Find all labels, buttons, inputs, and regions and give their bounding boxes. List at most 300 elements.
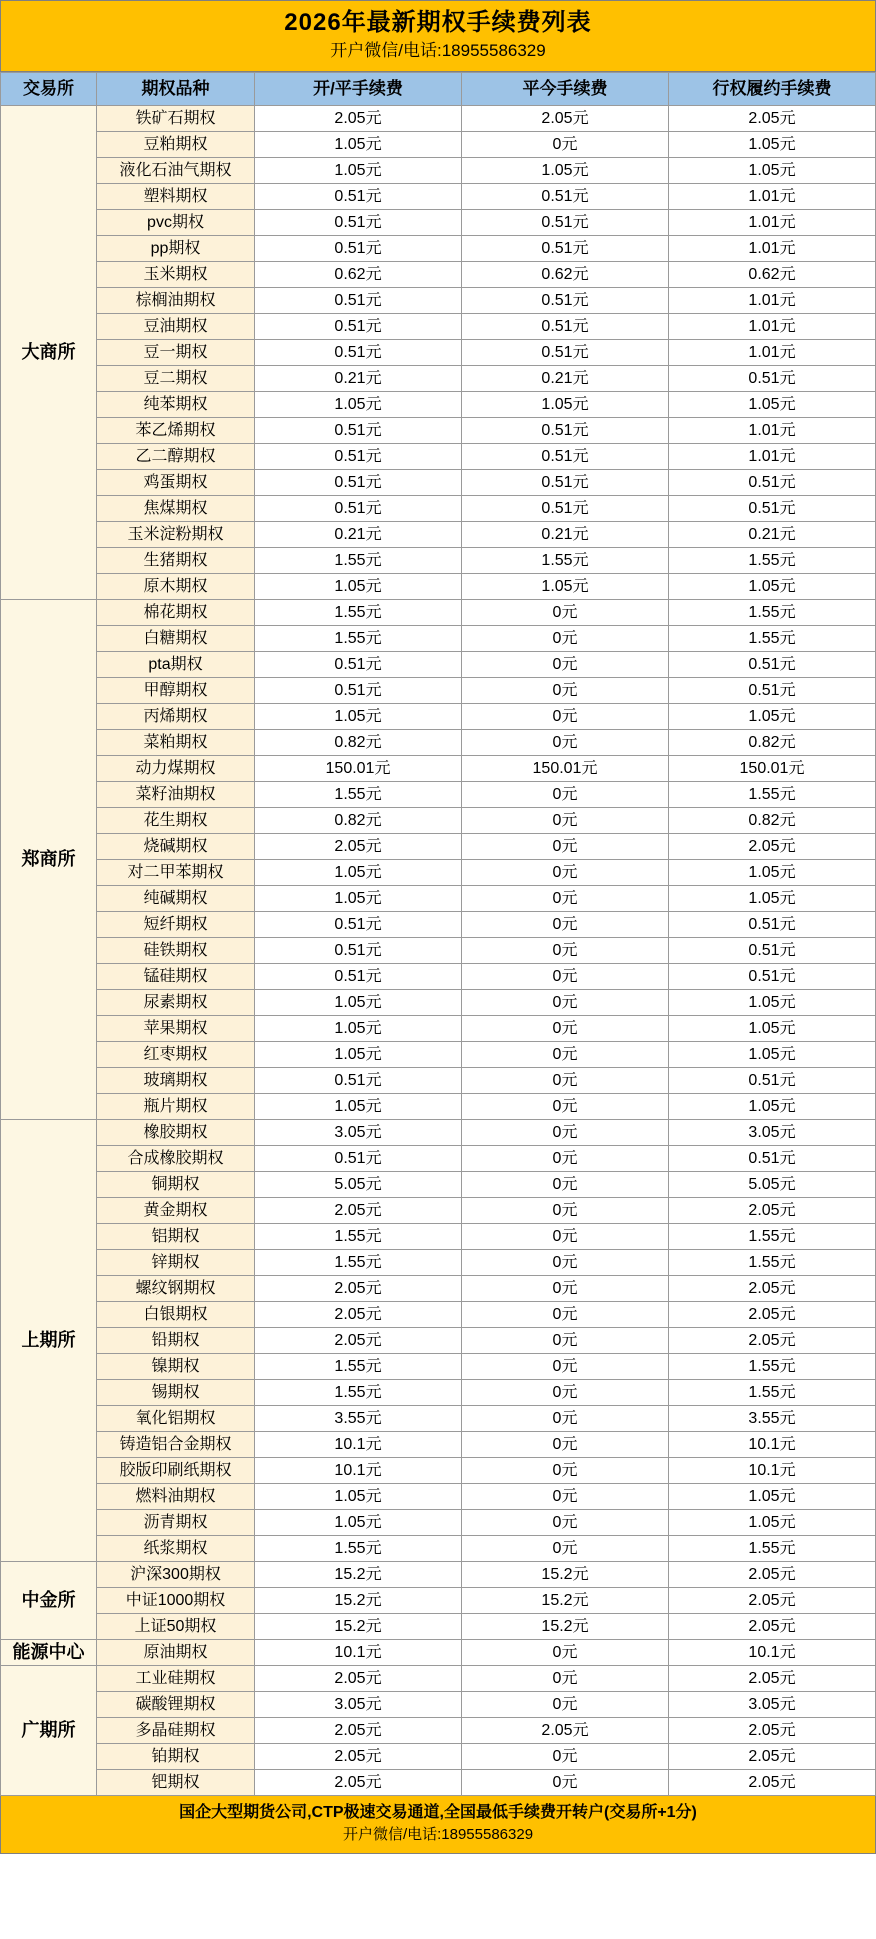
- exchange-cell: 大商所: [1, 106, 97, 600]
- product-cell: 短纤期权: [97, 912, 255, 938]
- table-row: [1, 522, 876, 548]
- product-cell: 锡期权: [97, 1380, 255, 1406]
- close-today-fee-cell: 15.2元: [462, 1562, 669, 1588]
- exercise-fee-cell: 1.01元: [669, 418, 876, 444]
- exercise-fee-cell: 0.62元: [669, 262, 876, 288]
- exercise-fee-cell: 2.05元: [669, 1718, 876, 1744]
- exercise-fee-cell: 3.55元: [669, 1406, 876, 1432]
- close-today-fee-cell: 0元: [462, 1120, 669, 1146]
- table-row: [1, 1666, 876, 1692]
- product-cell: 焦煤期权: [97, 496, 255, 522]
- product-cell: 镍期权: [97, 1354, 255, 1380]
- product-cell: 燃料油期权: [97, 1484, 255, 1510]
- product-cell: 白糖期权: [97, 626, 255, 652]
- close-today-fee-cell: 0.21元: [462, 366, 669, 392]
- open-close-fee-cell: 1.05元: [255, 574, 462, 600]
- open-close-fee-cell: 1.55元: [255, 600, 462, 626]
- close-today-fee-cell: 0.51元: [462, 288, 669, 314]
- product-cell: 花生期权: [97, 808, 255, 834]
- product-cell: pvc期权: [97, 210, 255, 236]
- product-cell: 甲醇期权: [97, 678, 255, 704]
- open-close-fee-cell: 1.05元: [255, 886, 462, 912]
- table-row: [1, 1380, 876, 1406]
- product-cell: 胶版印刷纸期权: [97, 1458, 255, 1484]
- table-row: [1, 652, 876, 678]
- column-header-exchange: 交易所: [1, 73, 97, 106]
- close-today-fee-cell: 0元: [462, 132, 669, 158]
- table-row: [1, 626, 876, 652]
- open-close-fee-cell: 2.05元: [255, 1328, 462, 1354]
- page-subtitle: 开户微信/电话:18955586329: [330, 41, 546, 60]
- open-close-fee-cell: 5.05元: [255, 1172, 462, 1198]
- exercise-fee-cell: 1.55元: [669, 782, 876, 808]
- exercise-fee-cell: 1.05元: [669, 1042, 876, 1068]
- exchange-cell: 上期所: [1, 1120, 97, 1562]
- exercise-fee-cell: 1.05元: [669, 1510, 876, 1536]
- close-today-fee-cell: 0元: [462, 1406, 669, 1432]
- table-row: [1, 1510, 876, 1536]
- open-close-fee-cell: 1.55元: [255, 1224, 462, 1250]
- close-today-fee-cell: 0元: [462, 626, 669, 652]
- table-row: [1, 262, 876, 288]
- product-cell: 豆一期权: [97, 340, 255, 366]
- close-today-fee-cell: 0元: [462, 1510, 669, 1536]
- close-today-fee-cell: 0.51元: [462, 418, 669, 444]
- table-row: [1, 366, 876, 392]
- product-cell: 玻璃期权: [97, 1068, 255, 1094]
- exercise-fee-cell: 1.05元: [669, 860, 876, 886]
- table-row: [1, 964, 876, 990]
- product-cell: 纯碱期权: [97, 886, 255, 912]
- close-today-fee-cell: 0元: [462, 652, 669, 678]
- close-today-fee-cell: 0元: [462, 1432, 669, 1458]
- close-today-fee-cell: 0元: [462, 1536, 669, 1562]
- close-today-fee-cell: 0元: [462, 808, 669, 834]
- table-row: [1, 1042, 876, 1068]
- exercise-fee-cell: 1.55元: [669, 1380, 876, 1406]
- table-row: [1, 1120, 876, 1146]
- exchange-cell: 广期所: [1, 1666, 97, 1796]
- close-today-fee-cell: 0.51元: [462, 444, 669, 470]
- exercise-fee-cell: 1.05元: [669, 1016, 876, 1042]
- product-cell: 橡胶期权: [97, 1120, 255, 1146]
- open-close-fee-cell: 0.51元: [255, 496, 462, 522]
- exercise-fee-cell: 1.05元: [669, 1094, 876, 1120]
- table-row: [1, 340, 876, 366]
- table-row: [1, 288, 876, 314]
- product-cell: 纸浆期权: [97, 1536, 255, 1562]
- product-cell: 烧碱期权: [97, 834, 255, 860]
- open-close-fee-cell: 0.21元: [255, 522, 462, 548]
- open-close-fee-cell: 1.05元: [255, 1016, 462, 1042]
- open-close-fee-cell: 1.55元: [255, 1536, 462, 1562]
- product-cell: 对二甲苯期权: [97, 860, 255, 886]
- product-cell: 玉米淀粉期权: [97, 522, 255, 548]
- close-today-fee-cell: 0元: [462, 704, 669, 730]
- product-cell: 锌期权: [97, 1250, 255, 1276]
- table-row: [1, 756, 876, 782]
- close-today-fee-cell: 0.51元: [462, 210, 669, 236]
- close-today-fee-cell: 0元: [462, 1224, 669, 1250]
- close-today-fee-cell: 0元: [462, 1276, 669, 1302]
- exercise-fee-cell: 1.55元: [669, 548, 876, 574]
- exercise-fee-cell: 0.82元: [669, 730, 876, 756]
- close-today-fee-cell: 0元: [462, 1692, 669, 1718]
- exercise-fee-cell: 1.55元: [669, 1224, 876, 1250]
- product-cell: 动力煤期权: [97, 756, 255, 782]
- product-cell: 黄金期权: [97, 1198, 255, 1224]
- exercise-fee-cell: 3.05元: [669, 1692, 876, 1718]
- open-close-fee-cell: 0.51元: [255, 340, 462, 366]
- close-today-fee-cell: 15.2元: [462, 1588, 669, 1614]
- exercise-fee-cell: 1.05元: [669, 392, 876, 418]
- exercise-fee-cell: 2.05元: [669, 1614, 876, 1640]
- close-today-fee-cell: 1.05元: [462, 574, 669, 600]
- column-header-product: 期权品种: [97, 73, 255, 106]
- product-cell: 铁矿石期权: [97, 106, 255, 132]
- table-row: [1, 1562, 876, 1588]
- product-cell: 沥青期权: [97, 1510, 255, 1536]
- table-row: [1, 1250, 876, 1276]
- open-close-fee-cell: 15.2元: [255, 1614, 462, 1640]
- exercise-fee-cell: 2.05元: [669, 1770, 876, 1796]
- open-close-fee-cell: 10.1元: [255, 1432, 462, 1458]
- product-cell: 锰硅期权: [97, 964, 255, 990]
- product-cell: 红枣期权: [97, 1042, 255, 1068]
- exercise-fee-cell: 0.21元: [669, 522, 876, 548]
- column-header-exercise-fee: 行权履约手续费: [669, 73, 876, 106]
- open-close-fee-cell: 0.51元: [255, 210, 462, 236]
- table-row: [1, 1588, 876, 1614]
- open-close-fee-cell: 2.05元: [255, 834, 462, 860]
- open-close-fee-cell: 0.82元: [255, 730, 462, 756]
- open-close-fee-cell: 2.05元: [255, 1718, 462, 1744]
- open-close-fee-cell: 0.51元: [255, 236, 462, 262]
- table-row: [1, 1536, 876, 1562]
- table-row: [1, 704, 876, 730]
- exercise-fee-cell: 2.05元: [669, 1666, 876, 1692]
- product-cell: 尿素期权: [97, 990, 255, 1016]
- page-title: 2026年最新期权手续费列表: [284, 9, 592, 36]
- exercise-fee-cell: 5.05元: [669, 1172, 876, 1198]
- table-row: [1, 1172, 876, 1198]
- close-today-fee-cell: 0元: [462, 1172, 669, 1198]
- exercise-fee-cell: 1.55元: [669, 1250, 876, 1276]
- open-close-fee-cell: 2.05元: [255, 106, 462, 132]
- table-row: [1, 600, 876, 626]
- close-today-fee-cell: 0元: [462, 1380, 669, 1406]
- table-row: [1, 1614, 876, 1640]
- exercise-fee-cell: 1.55元: [669, 1354, 876, 1380]
- table-row: [1, 236, 876, 262]
- table-row: [1, 1276, 876, 1302]
- open-close-fee-cell: 10.1元: [255, 1458, 462, 1484]
- close-today-fee-cell: 0元: [462, 860, 669, 886]
- product-cell: 上证50期权: [97, 1614, 255, 1640]
- open-close-fee-cell: 2.05元: [255, 1276, 462, 1302]
- exercise-fee-cell: 1.01元: [669, 210, 876, 236]
- table-row: [1, 860, 876, 886]
- close-today-fee-cell: 0元: [462, 1744, 669, 1770]
- open-close-fee-cell: 1.05元: [255, 1094, 462, 1120]
- table-row: [1, 834, 876, 860]
- column-header-open-close-fee: 开/平手续费: [255, 73, 462, 106]
- product-cell: 碳酸锂期权: [97, 1692, 255, 1718]
- open-close-fee-cell: 2.05元: [255, 1770, 462, 1796]
- exercise-fee-cell: 10.1元: [669, 1458, 876, 1484]
- exercise-fee-cell: 1.55元: [669, 600, 876, 626]
- table-row: [1, 1432, 876, 1458]
- product-cell: 豆二期权: [97, 366, 255, 392]
- exercise-fee-cell: 1.05元: [669, 574, 876, 600]
- table-row: [1, 418, 876, 444]
- open-close-fee-cell: 2.05元: [255, 1302, 462, 1328]
- product-cell: 菜籽油期权: [97, 782, 255, 808]
- exercise-fee-cell: 2.05元: [669, 834, 876, 860]
- table-row: [1, 1146, 876, 1172]
- exercise-fee-cell: 1.05元: [669, 158, 876, 184]
- close-today-fee-cell: 0元: [462, 1068, 669, 1094]
- open-close-fee-cell: 1.05元: [255, 158, 462, 184]
- open-close-fee-cell: 0.21元: [255, 366, 462, 392]
- product-cell: 苯乙烯期权: [97, 418, 255, 444]
- close-today-fee-cell: 0元: [462, 1250, 669, 1276]
- table-row: [1, 730, 876, 756]
- close-today-fee-cell: 0.51元: [462, 496, 669, 522]
- exercise-fee-cell: 2.05元: [669, 1744, 876, 1770]
- exercise-fee-cell: 0.51元: [669, 964, 876, 990]
- table-row: [1, 1328, 876, 1354]
- product-cell: 钯期权: [97, 1770, 255, 1796]
- table-row: [1, 132, 876, 158]
- table-row: [1, 1354, 876, 1380]
- close-today-fee-cell: 0元: [462, 1666, 669, 1692]
- exercise-fee-cell: 0.51元: [669, 366, 876, 392]
- product-cell: 原木期权: [97, 574, 255, 600]
- open-close-fee-cell: 15.2元: [255, 1588, 462, 1614]
- open-close-fee-cell: 0.51元: [255, 678, 462, 704]
- product-cell: pta期权: [97, 652, 255, 678]
- exercise-fee-cell: 0.82元: [669, 808, 876, 834]
- exercise-fee-cell: 2.05元: [669, 1302, 876, 1328]
- close-today-fee-cell: 0元: [462, 1302, 669, 1328]
- open-close-fee-cell: 0.51元: [255, 912, 462, 938]
- product-cell: 纯苯期权: [97, 392, 255, 418]
- close-today-fee-cell: 0元: [462, 912, 669, 938]
- table-header: [1, 73, 876, 106]
- close-today-fee-cell: 0元: [462, 964, 669, 990]
- product-cell: 铅期权: [97, 1328, 255, 1354]
- exercise-fee-cell: 0.51元: [669, 470, 876, 496]
- table-row: [1, 912, 876, 938]
- open-close-fee-cell: 1.05元: [255, 990, 462, 1016]
- open-close-fee-cell: 0.51元: [255, 288, 462, 314]
- product-cell: 工业硅期权: [97, 1666, 255, 1692]
- close-today-fee-cell: 0元: [462, 834, 669, 860]
- open-close-fee-cell: 1.05元: [255, 1484, 462, 1510]
- product-cell: 沪深300期权: [97, 1562, 255, 1588]
- table-row: [1, 1302, 876, 1328]
- exercise-fee-cell: 0.51元: [669, 652, 876, 678]
- open-close-fee-cell: 1.55元: [255, 626, 462, 652]
- open-close-fee-cell: 0.51元: [255, 470, 462, 496]
- product-cell: 苹果期权: [97, 1016, 255, 1042]
- product-cell: 铝期权: [97, 1224, 255, 1250]
- table-row: [1, 782, 876, 808]
- exercise-fee-cell: 1.01元: [669, 288, 876, 314]
- product-cell: 棕榈油期权: [97, 288, 255, 314]
- close-today-fee-cell: 0.51元: [462, 340, 669, 366]
- open-close-fee-cell: 1.55元: [255, 782, 462, 808]
- exercise-fee-cell: 0.51元: [669, 912, 876, 938]
- header-row: [1, 73, 876, 106]
- close-today-fee-cell: 0.62元: [462, 262, 669, 288]
- table-row: [1, 1770, 876, 1796]
- close-today-fee-cell: 0元: [462, 1770, 669, 1796]
- table-row: [1, 1406, 876, 1432]
- exercise-fee-cell: 1.05元: [669, 886, 876, 912]
- product-cell: 白银期权: [97, 1302, 255, 1328]
- footer-promo-text: 国企大型期货公司,CTP极速交易通道,全国最低手续费开转户(交易所+1分): [179, 1804, 697, 1821]
- table-row: [1, 496, 876, 522]
- open-close-fee-cell: 0.51元: [255, 1146, 462, 1172]
- open-close-fee-cell: 0.51元: [255, 314, 462, 340]
- exercise-fee-cell: 0.51元: [669, 938, 876, 964]
- table-row: [1, 158, 876, 184]
- exercise-fee-cell: 10.1元: [669, 1432, 876, 1458]
- close-today-fee-cell: 1.05元: [462, 392, 669, 418]
- exercise-fee-cell: 2.05元: [669, 1562, 876, 1588]
- open-close-fee-cell: 1.05元: [255, 132, 462, 158]
- exercise-fee-cell: 0.51元: [669, 1146, 876, 1172]
- table-row: [1, 1198, 876, 1224]
- close-today-fee-cell: 0元: [462, 938, 669, 964]
- exchange-cell: 能源中心: [1, 1640, 97, 1666]
- table-row: [1, 886, 876, 912]
- close-today-fee-cell: 0.51元: [462, 314, 669, 340]
- table-row: [1, 990, 876, 1016]
- close-today-fee-cell: 0.51元: [462, 184, 669, 210]
- product-cell: 铂期权: [97, 1744, 255, 1770]
- exercise-fee-cell: 0.51元: [669, 678, 876, 704]
- table-row: [1, 470, 876, 496]
- close-today-fee-cell: 0元: [462, 1042, 669, 1068]
- exercise-fee-cell: 1.55元: [669, 1536, 876, 1562]
- open-close-fee-cell: 0.51元: [255, 418, 462, 444]
- open-close-fee-cell: 3.05元: [255, 1120, 462, 1146]
- footer-banner: [0, 1796, 876, 1854]
- open-close-fee-cell: 0.51元: [255, 184, 462, 210]
- table-row: [1, 314, 876, 340]
- table-row: [1, 1068, 876, 1094]
- table-row: [1, 1718, 876, 1744]
- close-today-fee-cell: 0.21元: [462, 522, 669, 548]
- exercise-fee-cell: 1.01元: [669, 184, 876, 210]
- open-close-fee-cell: 2.05元: [255, 1744, 462, 1770]
- close-today-fee-cell: 0元: [462, 990, 669, 1016]
- exercise-fee-cell: 1.55元: [669, 626, 876, 652]
- table-row: [1, 210, 876, 236]
- close-today-fee-cell: 0元: [462, 1640, 669, 1666]
- exercise-fee-cell: 2.05元: [669, 106, 876, 132]
- close-today-fee-cell: 0元: [462, 782, 669, 808]
- open-close-fee-cell: 15.2元: [255, 1562, 462, 1588]
- column-header-close-today-fee: 平今手续费: [462, 73, 669, 106]
- product-cell: 铸造铝合金期权: [97, 1432, 255, 1458]
- close-today-fee-cell: 0元: [462, 1354, 669, 1380]
- product-cell: 塑料期权: [97, 184, 255, 210]
- close-today-fee-cell: 0.51元: [462, 236, 669, 262]
- table-row: [1, 1458, 876, 1484]
- exercise-fee-cell: 1.01元: [669, 444, 876, 470]
- exercise-fee-cell: 2.05元: [669, 1328, 876, 1354]
- exercise-fee-cell: 2.05元: [669, 1276, 876, 1302]
- product-cell: 中证1000期权: [97, 1588, 255, 1614]
- table-row: [1, 548, 876, 574]
- product-cell: 合成橡胶期权: [97, 1146, 255, 1172]
- close-today-fee-cell: 0元: [462, 1094, 669, 1120]
- footer-contact-text: 开户微信/电话:18955586329: [342, 1826, 534, 1843]
- close-today-fee-cell: 150.01元: [462, 756, 669, 782]
- product-cell: 豆粕期权: [97, 132, 255, 158]
- open-close-fee-cell: 1.55元: [255, 1354, 462, 1380]
- product-cell: 豆油期权: [97, 314, 255, 340]
- open-close-fee-cell: 1.05元: [255, 860, 462, 886]
- table-row: [1, 1094, 876, 1120]
- product-cell: 螺纹钢期权: [97, 1276, 255, 1302]
- exercise-fee-cell: 2.05元: [669, 1588, 876, 1614]
- open-close-fee-cell: 1.55元: [255, 1380, 462, 1406]
- exercise-fee-cell: 0.51元: [669, 1068, 876, 1094]
- product-cell: pp期权: [97, 236, 255, 262]
- table-row: [1, 574, 876, 600]
- open-close-fee-cell: 1.05元: [255, 392, 462, 418]
- open-close-fee-cell: 0.51元: [255, 964, 462, 990]
- close-today-fee-cell: 1.55元: [462, 548, 669, 574]
- table-row: [1, 1744, 876, 1770]
- close-today-fee-cell: 15.2元: [462, 1614, 669, 1640]
- product-cell: 鸡蛋期权: [97, 470, 255, 496]
- open-close-fee-cell: 0.51元: [255, 938, 462, 964]
- product-cell: 生猪期权: [97, 548, 255, 574]
- product-cell: 多晶硅期权: [97, 1718, 255, 1744]
- close-today-fee-cell: 0元: [462, 1328, 669, 1354]
- close-today-fee-cell: 0元: [462, 1484, 669, 1510]
- table-row: [1, 444, 876, 470]
- open-close-fee-cell: 0.62元: [255, 262, 462, 288]
- open-close-fee-cell: 150.01元: [255, 756, 462, 782]
- product-cell: 乙二醇期权: [97, 444, 255, 470]
- close-today-fee-cell: 0元: [462, 1016, 669, 1042]
- open-close-fee-cell: 2.05元: [255, 1198, 462, 1224]
- close-today-fee-cell: 2.05元: [462, 106, 669, 132]
- open-close-fee-cell: 0.51元: [255, 444, 462, 470]
- exercise-fee-cell: 1.05元: [669, 132, 876, 158]
- open-close-fee-cell: 1.05元: [255, 1510, 462, 1536]
- exercise-fee-cell: 1.01元: [669, 236, 876, 262]
- open-close-fee-cell: 1.05元: [255, 1042, 462, 1068]
- open-close-fee-cell: 0.82元: [255, 808, 462, 834]
- close-today-fee-cell: 0元: [462, 1198, 669, 1224]
- product-cell: 菜粕期权: [97, 730, 255, 756]
- close-today-fee-cell: 0元: [462, 886, 669, 912]
- table-row: [1, 678, 876, 704]
- product-cell: 硅铁期权: [97, 938, 255, 964]
- open-close-fee-cell: 1.55元: [255, 1250, 462, 1276]
- exchange-cell: 郑商所: [1, 600, 97, 1120]
- product-cell: 原油期权: [97, 1640, 255, 1666]
- exercise-fee-cell: 1.05元: [669, 704, 876, 730]
